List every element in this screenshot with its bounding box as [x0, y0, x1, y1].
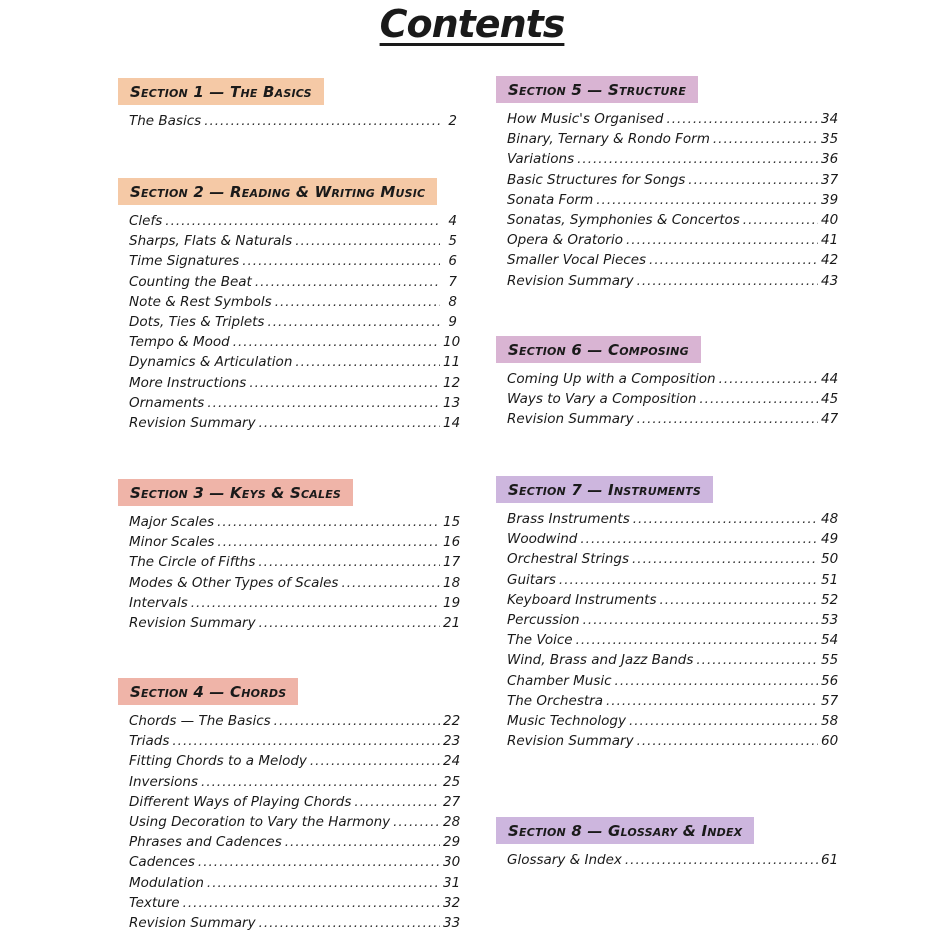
toc-entry: [507, 711, 839, 731]
dot-leader: [699, 389, 818, 409]
dot-leader: [249, 373, 440, 393]
entry-page-number: 31: [443, 874, 461, 891]
toc-entry: [129, 751, 461, 771]
toc-entry: [129, 332, 461, 352]
entry-title: The Voice: [507, 632, 573, 649]
entry-title: Basic Structures for Songs: [507, 171, 686, 188]
dot-leader: [198, 852, 440, 872]
dot-leader: [204, 111, 440, 131]
entry-page-number: 37: [821, 171, 839, 188]
section-heading: Section 1 — The Basics: [118, 78, 324, 105]
entry-page-number: 51: [821, 571, 839, 588]
entry-page-number: 57: [821, 692, 839, 709]
entry-list: [496, 109, 841, 291]
entry-title: Ornaments: [129, 394, 205, 411]
entry-page-number: 17: [443, 554, 461, 571]
dot-leader: [341, 573, 440, 593]
section-3: [118, 479, 463, 633]
entry-page-number: 2: [448, 113, 457, 129]
toc-entry: [129, 413, 461, 433]
section-heading: Section 8 — Glossary & Index: [496, 817, 754, 844]
toc-entry: [507, 109, 839, 129]
dot-leader: [217, 512, 440, 532]
entry-title: Ways to Vary a Composition: [507, 391, 697, 408]
entry-page-number: 27: [443, 793, 461, 810]
entry-page-number: 9: [448, 313, 457, 330]
dot-leader: [637, 731, 818, 751]
dot-leader: [649, 250, 818, 270]
entry-page-number: 53: [821, 611, 839, 628]
entry-page-number: 6: [448, 253, 457, 270]
dot-leader: [625, 850, 818, 870]
dot-leader: [615, 671, 818, 691]
entry-page-number: 48: [821, 511, 839, 527]
entry-page-number: 19: [443, 594, 461, 611]
entry-page-number: 21: [443, 614, 461, 631]
entry-title: Smaller Vocal Pieces: [507, 252, 647, 269]
entry-title: The Orchestra: [507, 692, 604, 709]
entry-page-number: 30: [443, 854, 461, 871]
dot-leader: [637, 271, 818, 291]
entry-title: Cadences: [129, 854, 195, 871]
toc-entry: [507, 610, 839, 630]
toc-entry: [129, 613, 461, 633]
entry-page-number: 29: [443, 834, 461, 851]
toc-entry: [507, 210, 839, 230]
entry-page-number: 22: [443, 713, 461, 729]
entry-page-number: 13: [443, 394, 461, 411]
toc-entry: [129, 593, 461, 613]
entry-title: Using Decoration to Vary the Harmony: [129, 813, 391, 830]
entry-title: Texture: [129, 894, 180, 911]
entry-title: The Basics: [129, 113, 202, 129]
entry-title: Revision Summary: [129, 414, 256, 431]
toc-entry: [129, 532, 461, 552]
entry-title: Minor Scales: [129, 534, 215, 551]
entry-page-number: 44: [821, 371, 839, 387]
toc-entry: [507, 190, 839, 210]
entry-title: Glossary & Index: [507, 852, 622, 868]
toc-entry: [129, 393, 461, 413]
toc-entry: [507, 650, 839, 670]
toc-entry: [129, 711, 461, 731]
entry-title: Binary, Ternary & Rondo Form: [507, 131, 710, 148]
dot-leader: [310, 751, 440, 771]
entry-title: Major Scales: [129, 514, 215, 530]
toc-entry: [129, 111, 457, 131]
section-5: [496, 76, 841, 291]
entry-list: [118, 711, 463, 933]
dot-leader: [274, 711, 440, 731]
dot-leader: [660, 590, 819, 610]
toc-entry: [507, 369, 839, 389]
entry-title: Sharps, Flats & Naturals: [129, 233, 293, 250]
dot-leader: [233, 332, 440, 352]
entry-page-number: 33: [443, 914, 461, 931]
entry-title: Percussion: [507, 611, 580, 628]
entry-title: Music Technology: [507, 712, 626, 729]
entry-title: Tempo & Mood: [129, 334, 230, 351]
entry-page-number: 42: [821, 252, 839, 269]
section-heading: Section 3 — Keys & Scales: [118, 479, 353, 506]
section-heading: Section 2 — Reading & Writing Music: [118, 178, 437, 205]
dot-leader: [242, 251, 440, 271]
entry-title: Revision Summary: [129, 614, 256, 631]
section-4: [118, 678, 463, 933]
entry-page-number: 36: [821, 151, 839, 168]
entry-title: Opera & Oratorio: [507, 232, 623, 249]
entry-page-number: 40: [821, 211, 839, 228]
toc-entry: [507, 271, 839, 291]
dot-leader: [201, 772, 440, 792]
dot-leader: [258, 552, 440, 572]
entry-page-number: 41: [821, 232, 839, 249]
entry-list: [118, 111, 463, 131]
toc-entry: [129, 913, 461, 933]
entry-title: Revision Summary: [507, 733, 634, 750]
entry-page-number: 58: [821, 712, 839, 729]
toc-entry: [129, 893, 461, 913]
entry-title: Coming Up with a Composition: [507, 371, 716, 387]
entry-page-number: 43: [821, 272, 839, 289]
entry-page-number: 34: [821, 111, 839, 127]
entry-page-number: 5: [448, 233, 457, 250]
toc-entry: [129, 772, 461, 792]
entry-title: Woodwind: [507, 531, 578, 548]
entry-title: Revision Summary: [507, 272, 634, 289]
dot-leader: [207, 873, 440, 893]
entry-page-number: 24: [443, 753, 461, 770]
entry-page-number: 8: [448, 293, 457, 310]
dot-leader: [577, 149, 818, 169]
entry-page-number: 18: [443, 574, 461, 591]
entry-title: Clefs: [129, 213, 163, 229]
toc-entry: [129, 312, 457, 332]
dot-leader: [583, 610, 818, 630]
section-6: [496, 336, 841, 430]
toc-entry: [129, 832, 461, 852]
dot-leader: [580, 529, 818, 549]
entry-title: Intervals: [129, 594, 188, 611]
dot-leader: [713, 129, 818, 149]
entry-page-number: 54: [821, 632, 839, 649]
section-8: [496, 817, 841, 870]
dot-leader: [285, 832, 440, 852]
dot-leader: [719, 369, 818, 389]
entry-title: Orchestral Strings: [507, 551, 629, 568]
section-7: [496, 476, 841, 751]
entry-page-number: 16: [443, 534, 461, 551]
page-title: Contents: [379, 2, 565, 46]
dot-leader: [207, 393, 440, 413]
toc-entry: [507, 671, 839, 691]
dot-leader: [191, 593, 440, 613]
dot-leader: [666, 109, 818, 129]
entry-title: Dynamics & Articulation: [129, 354, 293, 371]
entry-page-number: 28: [443, 813, 461, 830]
entry-title: Chamber Music: [507, 672, 612, 689]
entry-page-number: 10: [443, 334, 461, 351]
entry-page-number: 32: [443, 894, 461, 911]
toc-entry: [507, 509, 839, 529]
toc-entry: [129, 573, 461, 593]
toc-entry: [129, 231, 457, 251]
entry-page-number: 56: [821, 672, 839, 689]
dot-leader: [259, 613, 440, 633]
dot-leader: [295, 352, 440, 372]
entry-page-number: 39: [821, 191, 839, 208]
entry-page-number: 35: [821, 131, 839, 148]
entry-title: Revision Summary: [129, 914, 256, 931]
entry-page-number: 14: [443, 414, 461, 431]
dot-leader: [267, 312, 440, 332]
entry-title: Note & Rest Symbols: [129, 293, 272, 310]
toc-entry: [129, 211, 457, 231]
dot-leader: [393, 812, 440, 832]
entry-list: [118, 211, 463, 433]
entry-page-number: 7: [448, 273, 457, 290]
toc-entry: [129, 251, 457, 271]
entry-list: [496, 369, 841, 430]
toc-entry: [507, 691, 839, 711]
dot-leader: [275, 292, 440, 312]
dot-leader: [633, 509, 818, 529]
dot-leader: [637, 409, 818, 429]
entry-page-number: 50: [821, 551, 839, 568]
toc-entry: [129, 852, 461, 872]
entry-title: How Music's Organised: [507, 111, 664, 127]
toc-entry: [129, 272, 457, 292]
entry-title: Inversions: [129, 773, 199, 790]
toc-entry: [507, 230, 839, 250]
dot-leader: [606, 691, 818, 711]
toc-entry: [129, 373, 461, 393]
section-heading: Section 4 — Chords: [118, 678, 298, 705]
entry-title: Variations: [507, 151, 575, 168]
entry-title: Brass Instruments: [507, 511, 630, 527]
entry-title: Chords — The Basics: [129, 713, 271, 729]
entry-title: Counting the Beat: [129, 273, 252, 290]
toc-entry: [507, 630, 839, 650]
toc-entry: [507, 149, 839, 169]
toc-entry: [129, 352, 461, 372]
toc-entry: [507, 590, 839, 610]
entry-list: [496, 509, 841, 751]
dot-leader: [696, 650, 818, 670]
dot-leader: [295, 231, 440, 251]
toc-entry: [507, 850, 839, 870]
section-heading: Section 6 — Composing: [496, 336, 701, 363]
toc-entry: [129, 812, 461, 832]
toc-entry: [129, 731, 461, 751]
entry-page-number: 12: [443, 374, 461, 391]
entry-title: Fitting Chords to a Melody: [129, 753, 307, 770]
dot-leader: [688, 170, 818, 190]
toc-entry: [507, 549, 839, 569]
toc-entry: [507, 129, 839, 149]
dot-leader: [576, 630, 818, 650]
entry-title: Dots, Ties & Triplets: [129, 313, 265, 330]
dot-leader: [165, 211, 440, 231]
entry-title: Triads: [129, 733, 170, 750]
toc-entry: [507, 731, 839, 751]
entry-title: Time Signatures: [129, 253, 240, 270]
toc-entry: [129, 792, 461, 812]
section-heading: Section 5 — Structure: [496, 76, 698, 103]
entry-page-number: 11: [443, 354, 461, 371]
entry-title: The Circle of Fifths: [129, 554, 256, 571]
entry-title: Keyboard Instruments: [507, 591, 657, 608]
entry-list: [496, 850, 841, 870]
dot-leader: [629, 711, 818, 731]
entry-title: More Instructions: [129, 374, 247, 391]
toc-entry: [129, 552, 461, 572]
entry-list: [118, 512, 463, 633]
entry-page-number: 15: [443, 514, 461, 530]
entry-title: Phrases and Cadences: [129, 834, 282, 851]
dot-leader: [596, 190, 818, 210]
entry-title: Modulation: [129, 874, 204, 891]
entry-page-number: 61: [821, 852, 839, 868]
dot-leader: [217, 532, 440, 552]
dot-leader: [632, 549, 818, 569]
entry-title: Modes & Other Types of Scales: [129, 574, 339, 591]
dot-leader: [172, 731, 440, 751]
toc-entry: [507, 389, 839, 409]
toc-entry: [507, 170, 839, 190]
section-1: [118, 78, 463, 131]
entry-title: Guitars: [507, 571, 556, 588]
entry-title: Different Ways of Playing Chords: [129, 793, 352, 810]
entry-page-number: 45: [821, 391, 839, 408]
entry-page-number: 55: [821, 652, 839, 669]
entry-title: Sonatas, Symphonies & Concertos: [507, 211, 740, 228]
toc-entry: [507, 409, 839, 429]
entry-page-number: 23: [443, 733, 461, 750]
entry-title: Wind, Brass and Jazz Bands: [507, 652, 694, 669]
entry-page-number: 49: [821, 531, 839, 548]
section-2: [118, 178, 463, 433]
dot-leader: [559, 570, 818, 590]
entry-title: Sonata Form: [507, 191, 594, 208]
dot-leader: [626, 230, 818, 250]
toc-entry: [507, 529, 839, 549]
toc-entry: [129, 512, 461, 532]
toc-entry: [507, 570, 839, 590]
dot-leader: [255, 272, 440, 292]
entry-page-number: 25: [443, 773, 461, 790]
toc-entry: [507, 250, 839, 270]
entry-page-number: 60: [821, 733, 839, 750]
dot-leader: [354, 792, 440, 812]
entry-title: Revision Summary: [507, 411, 634, 428]
entry-page-number: 52: [821, 591, 839, 608]
entry-page-number: 4: [448, 213, 457, 229]
section-heading: Section 7 — Instruments: [496, 476, 713, 503]
toc-entry: [129, 292, 457, 312]
dot-leader: [743, 210, 818, 230]
entry-page-number: 47: [821, 411, 839, 428]
toc-entry: [129, 873, 461, 893]
dot-leader: [259, 413, 440, 433]
dot-leader: [183, 893, 440, 913]
dot-leader: [259, 913, 440, 933]
